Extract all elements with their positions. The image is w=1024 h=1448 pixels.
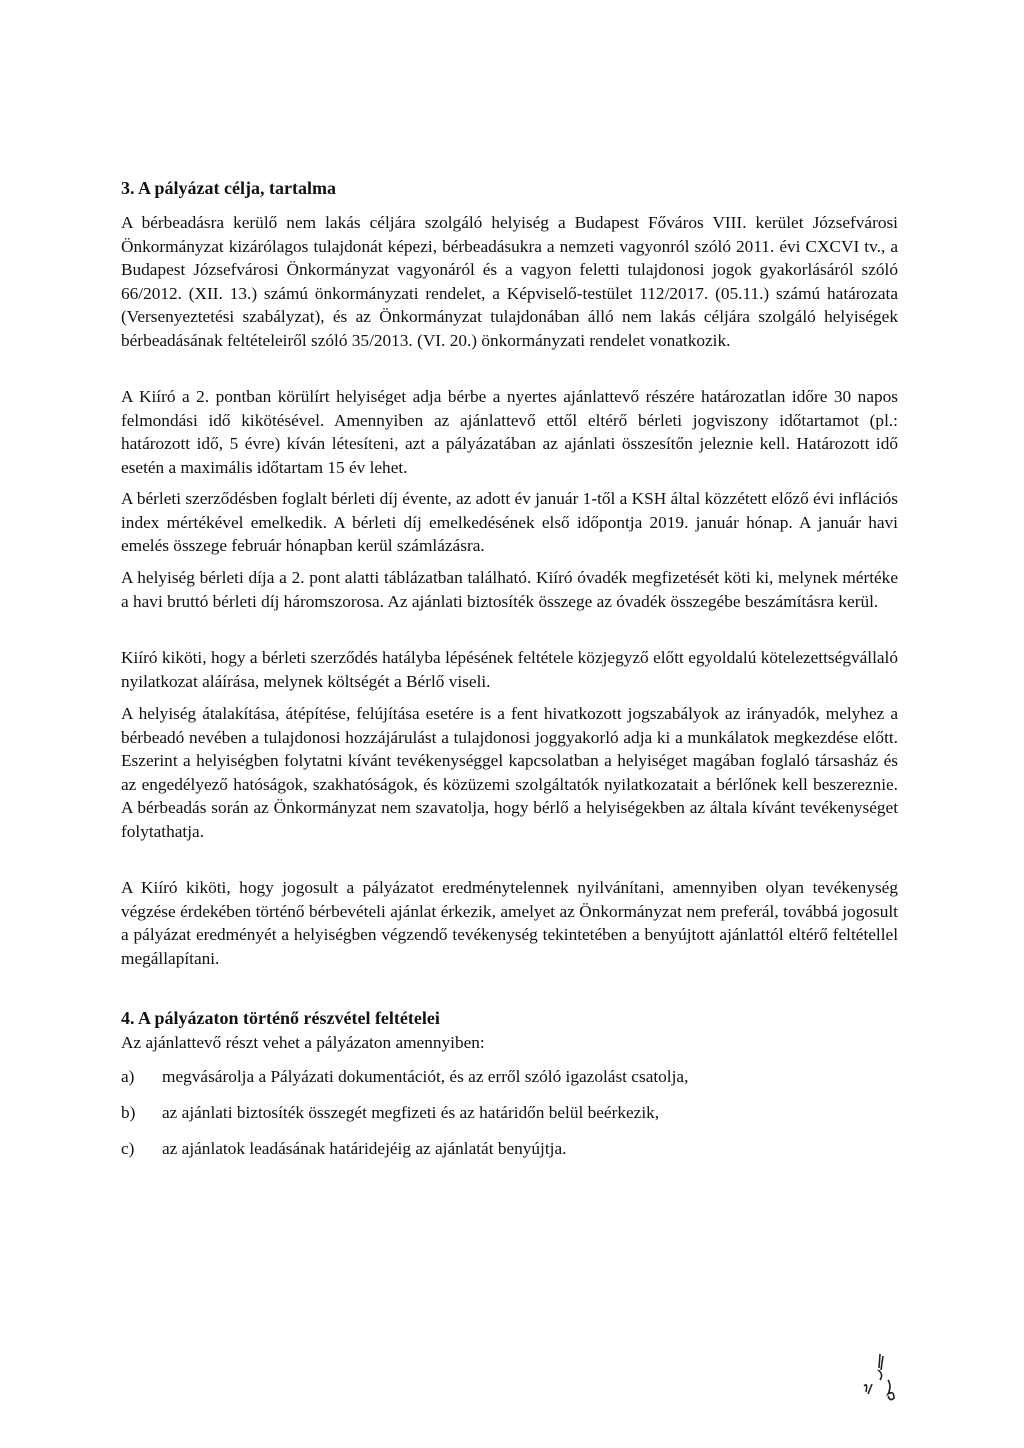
section-3-title: 3. A pályázat célja, tartalma: [121, 178, 336, 198]
list-item-text: az ajánlati biztosíték összegét megfizeti és az határidőn belül beérkezik,: [162, 1103, 660, 1122]
section-3-paragraph-2: A Kiíró a 2. pontban körülírt helyiséget adja bérbe a nyertes ajánlattevő részére határozatlan időre 30 napos felmondási idő kikötésével. Amennyiben az ajánlattevő ettől eltérő bérleti jogviszony időtartamot (pl.: határozott idő, 5 évre) kíván létesíteni, azt a pályázatában az ajánlati összesítőn jeleznie kell. Határozott idő esetén a maximális időtartam 15 év lehet.: [121, 387, 898, 477]
list-item-text: az ajánlatok leadásának határidejéig az ajánlatát benyújtja.: [162, 1139, 567, 1158]
section-4-intro: Az ajánlattevő részt vehet a pályázaton amennyiben:: [121, 1033, 485, 1052]
list-item-text: megvásárolja a Pályázati dokumentációt, és az erről szóló igazolást csatolja,: [162, 1067, 689, 1086]
list-item: [121, 1065, 688, 1089]
list-item: [121, 1101, 659, 1125]
section-3-paragraph-7: A Kiíró kiköti, hogy jogosult a pályázatot eredménytelennek nyilvánítani, amennyiben olyan tevékenység végzése érdekében történő bérbevételi ajánlat érkezik, amelyet az Önkormányzat nem preferál, továbbá jogosult a pályázat eredményét a helyiségben végzendő tevékenység tekintetében a benyújtott ajánlattól eltérő feltétellel megállapítani.: [121, 878, 898, 968]
section-3-paragraph-1: A bérbeadásra kerülő nem lakás céljára szolgáló helyiség a Budapest Főváros VIII. kerület Józsefvárosi Önkormányzat kizárólagos tulajdonát képezi, bérbeadásukra a nemzeti vagyonról szóló 2011. évi CXCVI tv., a Budapest Józsefvárosi Önkormányzat vagyonáról és a vagyon feletti tulajdonosi jogok gyakorlásáról szóló 66/2012. (XII. 13.) számú önkormányzati rendelet, a Képviselő-testület 112/2017. (05.11.) számú határozata (Versenyeztetési szabályzat), és az Önkormányzat tulajdonában álló nem lakás céljára szolgáló helyiségek bérbeadásának feltételeiről szóló 35/2013. (VI. 20.) önkormányzati rendelet vonatkozik.: [121, 213, 898, 350]
list-item: [121, 1137, 566, 1161]
section-3-paragraph-5: Kiíró kiköti, hogy a bérleti szerződés hatályba lépésének feltétele közjegyző előtt egyoldalú kötelezettségvállaló nyilatkozat aláírása, melynek költségét a Bérlő viseli.: [121, 648, 898, 691]
list-item-label: b): [121, 1103, 136, 1122]
handwritten-initials: [850, 1350, 910, 1410]
section-4-title: 4. A pályázaton történő részvétel feltételei: [121, 1008, 440, 1028]
list-item-label: a): [121, 1067, 135, 1086]
section-3-paragraph-4: A helyiség bérleti díja a 2. pont alatti táblázatban található. Kiíró óvadék megfizetését köti ki, melynek mértéke a havi bruttó bérleti díj háromszorosa. Az ajánlati biztosíték összege az óvadék összegébe beszámításra kerül.: [121, 568, 898, 611]
section-3-paragraph-3: A bérleti szerződésben foglalt bérleti díj évente, az adott év január 1-től a KSH által közzétett előző évi inflációs index mértékével emelkedik. A bérleti díj emelkedésének első időpontja 2019. január hónap. A január havi emelés összege február hónapban kerül számlázásra.: [121, 489, 898, 556]
section-3-paragraph-6: A helyiség átalakítása, átépítése, felújítása esetére is a fent hivatkozott jogszabályok az irányadók, melyhez a bérbeadó nevében a tulajdonosi hozzájárulást a tulajdonosi joggyakorló adja ki a munkálatok megkezdése előtt. Eszerint a helyiségben folytatni kívánt tevékenységgel kapcsolatban a helyiséget magában foglaló társasház és az engedélyező hatóságok, szakhatóságok, és közüzemi szolgáltatók nyilatkozatait a bérlőnek kell beszereznie. A bérbeadás során az Önkormányzat nem szavatolja, hogy bérlő a helyiségekben az általa kívánt tevékenységet folytathatja.: [121, 704, 898, 841]
list-item-label: c): [121, 1139, 135, 1158]
